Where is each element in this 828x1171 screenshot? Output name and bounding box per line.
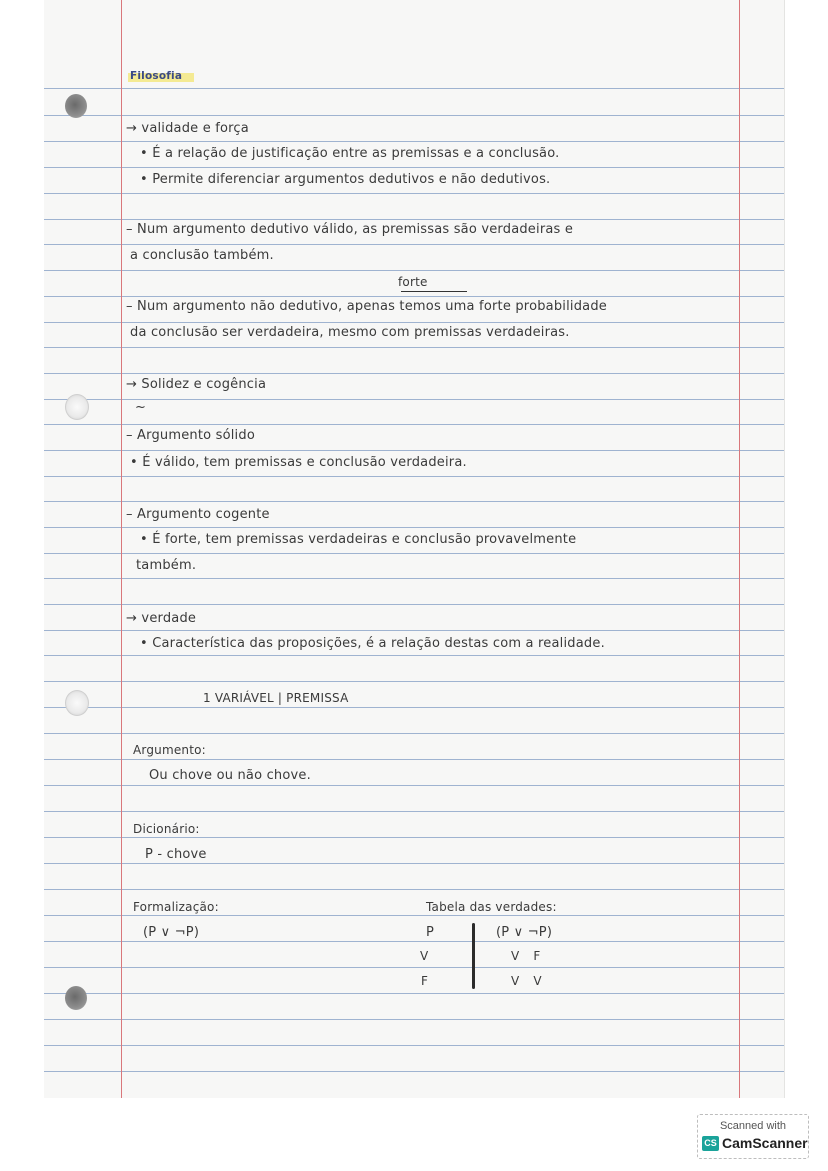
ruled-line bbox=[44, 115, 784, 116]
ruled-line bbox=[44, 681, 784, 682]
ruled-line bbox=[44, 863, 784, 864]
binder-hole bbox=[65, 94, 87, 118]
camscanner-watermark bbox=[697, 1114, 809, 1159]
ruled-line bbox=[44, 759, 784, 760]
ruled-line bbox=[44, 167, 784, 168]
note-line: a conclusão também. bbox=[130, 248, 274, 263]
label-argumento: Argumento: bbox=[133, 743, 206, 757]
section-heading-verdade: → verdade bbox=[126, 611, 197, 626]
watermark-scanned-text: Scanned with bbox=[719, 1120, 787, 1132]
ruled-line bbox=[44, 527, 784, 528]
ruled-line bbox=[44, 941, 784, 942]
truth-table-cell: V bbox=[420, 949, 429, 963]
ruled-line bbox=[44, 993, 784, 994]
ruled-line bbox=[44, 604, 784, 605]
ruled-line bbox=[44, 322, 784, 323]
label-tabela-verdades: Tabela das verdades: bbox=[426, 900, 557, 914]
note-line: – Num argumento não dedutivo, apenas temos uma forte probabilidade bbox=[126, 299, 607, 314]
ruled-line bbox=[44, 450, 784, 451]
argument-text: Ou chove ou não chove. bbox=[149, 768, 311, 783]
binder-hole bbox=[65, 986, 87, 1010]
camscanner-logo-icon: CS bbox=[702, 1136, 719, 1151]
note-line: da conclusão ser verdadeira, mesmo com premissas verdadeiras. bbox=[130, 325, 570, 340]
ruled-line bbox=[44, 1019, 784, 1020]
ruled-line bbox=[44, 733, 784, 734]
truth-table-cell: V V bbox=[511, 974, 542, 988]
ruled-line bbox=[44, 501, 784, 502]
ruled-line bbox=[44, 424, 784, 425]
truth-table-cell: F bbox=[421, 974, 429, 988]
ruled-line bbox=[44, 88, 784, 89]
truth-table-divider bbox=[472, 923, 475, 989]
ruled-line bbox=[44, 655, 784, 656]
subheading-variavel: 1 VARIÁVEL | PREMISSA bbox=[203, 691, 349, 705]
left-margin-line bbox=[121, 0, 122, 1098]
ruled-line bbox=[44, 915, 784, 916]
ruled-line bbox=[44, 399, 784, 400]
note-line: • Característica das proposições, é a relação destas com a realidade. bbox=[140, 636, 605, 651]
ruled-line bbox=[44, 837, 784, 838]
note-line: • É a relação de justificação entre as premissas e a conclusão. bbox=[140, 146, 560, 161]
ruled-line bbox=[44, 578, 784, 579]
note-line: – Num argumento dedutivo válido, as premissas são verdadeiras e bbox=[126, 222, 574, 237]
note-line: – Argumento sólido bbox=[126, 428, 255, 443]
ruled-line bbox=[44, 1071, 784, 1072]
annotation-forte: forte bbox=[398, 275, 428, 289]
note-line: • É válido, tem premissas e conclusão verdadeira. bbox=[130, 455, 467, 470]
ruled-line bbox=[44, 244, 784, 245]
ruled-line bbox=[44, 296, 784, 297]
note-line: – Argumento cogente bbox=[126, 507, 270, 522]
ruled-line bbox=[44, 553, 784, 554]
ruled-line bbox=[44, 193, 784, 194]
label-dicionario: Dicionário: bbox=[133, 822, 200, 836]
formula: (P ∨ ¬P) bbox=[143, 925, 200, 940]
ruled-line bbox=[44, 630, 784, 631]
watermark-brand: CamScanner bbox=[722, 1135, 808, 1151]
truth-table-header-formula: (P ∨ ¬P) bbox=[496, 925, 553, 940]
right-margin-line bbox=[739, 0, 740, 1098]
ruled-line bbox=[44, 785, 784, 786]
label-formalizacao: Formalização: bbox=[133, 900, 219, 914]
note-line: • Permite diferenciar argumentos dedutivos e não dedutivos. bbox=[140, 172, 551, 187]
ruled-line bbox=[44, 889, 784, 890]
ruled-line bbox=[44, 141, 784, 142]
section-heading-solidez: → Solidez e cogência bbox=[126, 377, 267, 392]
page-title: Filosofia bbox=[130, 70, 183, 82]
ruled-line bbox=[44, 270, 784, 271]
note-line: também. bbox=[136, 558, 197, 573]
ruled-line bbox=[44, 219, 784, 220]
annotation-underline bbox=[401, 291, 467, 292]
binder-hole bbox=[65, 394, 89, 420]
ruled-line bbox=[44, 347, 784, 348]
binder-hole bbox=[65, 690, 89, 716]
ruled-line bbox=[44, 1045, 784, 1046]
truth-table-cell: V F bbox=[511, 949, 541, 963]
ruled-line bbox=[44, 967, 784, 968]
truth-table-header-p: P bbox=[426, 925, 435, 940]
ruled-line bbox=[44, 476, 784, 477]
note-line: • É forte, tem premissas verdadeiras e conclusão provavelmente bbox=[140, 532, 577, 547]
ruled-line bbox=[44, 707, 784, 708]
section-heading-validade: → validade e força bbox=[126, 121, 249, 136]
tilde-mark: ~ bbox=[135, 400, 147, 415]
ruled-line bbox=[44, 373, 784, 374]
dictionary-entry: P - chove bbox=[145, 847, 207, 862]
ruled-line bbox=[44, 811, 784, 812]
